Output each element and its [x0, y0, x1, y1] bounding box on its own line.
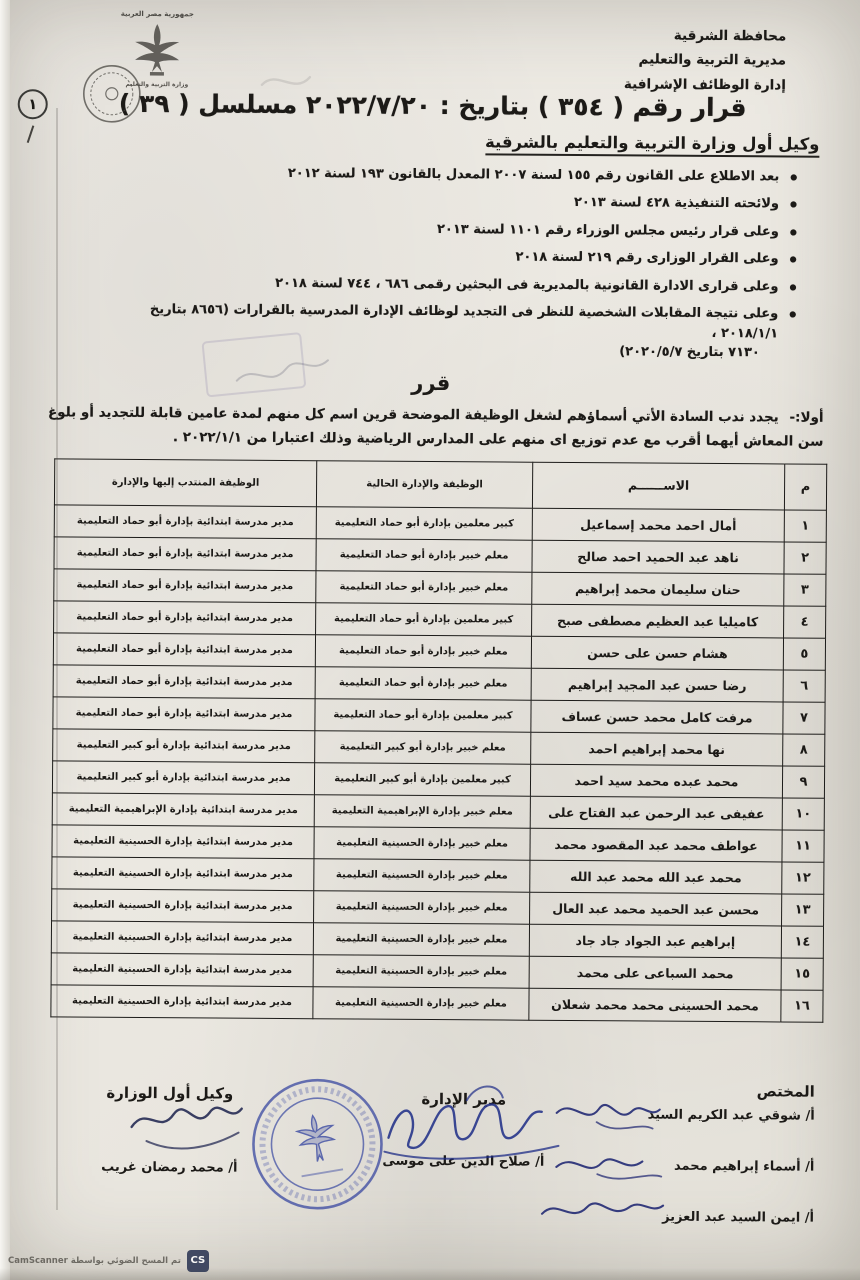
row-target-job: مدير مدرسة ابتدائية بإدارة أبو حماد التعليمية [54, 569, 316, 603]
row-name: ناهد عبد الحميد احمد صالح [532, 540, 784, 574]
row-current-job: معلم خبير بإدارة أبو حماد التعليمية [316, 571, 532, 605]
row-number: ٢ [784, 542, 826, 574]
eagle-pedestal [150, 72, 164, 76]
table-row [53, 665, 825, 702]
row-number: ١٢ [782, 862, 824, 894]
table-row [52, 761, 824, 798]
undersecretary-block [84, 1084, 255, 1176]
paper-crease-line [56, 108, 58, 1210]
row-current-job: معلم خبير بإدارة الحسينية التعليمية [314, 859, 530, 893]
row-target-job: مدير مدرسة ابتدائية بإدارة الحسينية التعليمية [51, 953, 313, 987]
official-stamp-icon [236, 1062, 400, 1226]
director-name: أ/ صلاح الدين على موسى [382, 1153, 545, 1170]
row-current-job: معلم خبير بإدارة أبو حماد التعليمية [316, 539, 532, 573]
table-header-row [54, 459, 826, 510]
ministry-emblem-icon [82, 4, 233, 125]
ministry-seal-icon [84, 66, 140, 122]
decision-heading: قرر [411, 370, 451, 395]
decision-clause [43, 400, 823, 454]
col-header-number: م [784, 464, 826, 510]
row-target-job: مدير مدرسة ابتدائية بإدارة أبو حماد التعليمية [54, 537, 316, 571]
legal-reference-item: ● وعلى قرار رئيس مجلس الوزراء رقم ١١٠١ لسنة ٢٠١٣ [91, 217, 799, 241]
row-current-job: معلم خبير بإدارة الإبراهيمية التعليمية [314, 795, 530, 829]
row-number: ١٣ [782, 894, 824, 926]
row-current-job: معلم خبير بإدارة الحسينية التعليمية [314, 827, 530, 861]
row-current-job: معلم خبير بإدارة أبو حماد التعليمية [315, 635, 531, 669]
letterhead [586, 23, 787, 97]
row-number: ٧ [783, 702, 825, 734]
row-number: ١٦ [781, 990, 823, 1022]
row-target-job: مدير مدرسة ابتدائية بإدارة أبو حماد التعليمية [53, 697, 315, 731]
row-number: ١٤ [781, 926, 823, 958]
row-current-job: معلم خبير بإدارة الحسينية التعليمية [313, 923, 529, 957]
row-target-job: مدير مدرسة ابتدائية بإدارة أبو حماد التعليمية [54, 505, 316, 539]
camscanner-logo-icon: CS [187, 1250, 209, 1272]
table-row [52, 825, 824, 862]
faint-stamp-ghost [201, 332, 306, 397]
row-target-job: مدير مدرسة ابتدائية بإدارة أبو كبير التعليمية [52, 761, 314, 795]
row-current-job: كبير معلمين بإدارة أبو كبير التعليمية [314, 763, 530, 797]
row-current-job: كبير معلمين بإدارة أبو حماد التعليمية [316, 507, 532, 541]
legal-reference-item: ● بعد الاطلاع على القانون رقم ١٥٥ لسنة ٢٠٠٧ المعدل بالقانون ١٩٣ لسنة ٢٠١٢ [91, 162, 799, 186]
row-target-job: مدير مدرسة ابتدائية بإدارة الإبراهيمية التعليمية [52, 793, 314, 827]
specialist-name: أ/ أسماء إبراهيم محمد [673, 1158, 815, 1175]
specialist-block [544, 1081, 815, 1260]
table-row [54, 537, 826, 574]
row-number: ٤ [784, 606, 826, 638]
row-name: محمد السباعى على محمد [529, 956, 781, 990]
row-name: حنان سليمان محمد إبراهيم [532, 572, 784, 606]
row-target-job: مدير مدرسة ابتدائية بإدارة الحسينية التعليمية [51, 985, 313, 1019]
row-current-job: معلم خبير بإدارة الحسينية التعليمية [314, 891, 530, 925]
page-number-badge: ١ [18, 89, 48, 119]
row-number: ٨ [783, 734, 825, 766]
row-current-job: كبير معلمين بإدارة أبو حماد التعليمية [315, 699, 531, 733]
row-number: ٦ [783, 670, 825, 702]
issuing-authority [31, 129, 819, 154]
col-header-target: الوظيفة المنتدب إليها والإدارة [54, 459, 316, 507]
emblem-caption-bottom: وزارة التربية والتعليم [125, 80, 189, 89]
specialist-name: أ/ ايمن السيد عبد العزيز [662, 1209, 815, 1226]
emblem-caption-top: جمهورية مصر العربية [120, 9, 194, 19]
letterhead-directorate: مديرية التربية والتعليم [638, 51, 787, 69]
row-target-job: مدير مدرسة ابتدائية بإدارة الحسينية التعليمية [51, 921, 313, 955]
legal-reference-item: ● وعلى نتيجة المقابلات الشخصية للنظر فى التجديد لوظائف الإدارة المدرسية بالقرارات (٨٦٥٦ بتاريخ ٢٠١٨/١/١ ، ٧١٣٠ بتاريخ ٢٠٢٠/٥/٧) [90, 300, 798, 363]
legal-references-list [90, 162, 799, 363]
row-number: ٣ [784, 574, 826, 606]
issuing-authority-text: وكيل أول وزارة التربية والتعليم بالشرقية [485, 132, 820, 157]
undersecretary-name: أ/ محمد رمضان غريب [101, 1159, 238, 1176]
table-row [51, 921, 823, 958]
row-number: ٩ [782, 766, 824, 798]
row-target-job: مدير مدرسة ابتدائية بإدارة الحسينية التعليمية [52, 857, 314, 891]
legal-reference-item: ● ولائحته التنفيذية ٤٢٨ لسنة ٢٠١٣ [91, 190, 799, 214]
row-current-job: معلم خبير بإدارة الحسينية التعليمية [313, 955, 529, 989]
row-number: ٥ [783, 638, 825, 670]
table-row [54, 505, 826, 542]
table-row [52, 793, 824, 830]
col-header-current: الوظيفة والإدارة الحالية [316, 461, 532, 509]
assignments-table [50, 458, 827, 1022]
row-current-job: معلم خبير بإدارة أبو كبير التعليمية [315, 731, 531, 765]
clause-text: يجدد ندب السادة الأتي أسماؤهم لشغل الوظيفة الموضحة قرين اسم كل منهم لمدة عامين قابلة للتجديد أو بلوغ سن المعاش أيهما أقرب مع عدم توزيع اى منهم على المدارس الرياضية وذلك اعتبارا من ٢٠٢٢/١/١ . [47, 403, 824, 450]
decree-title: قرار رقم ( ٣٥٤ ) بتاريخ : ٢٠٢٢/٧/٢٠ مسلسل ( ٣٩ ) [118, 88, 747, 123]
row-number: ١٠ [782, 798, 824, 830]
legal-reference-item: ● وعلى القرار الوزارى رقم ٢١٩ لسنة ٢٠١٨ [91, 245, 799, 269]
row-name: أمال احمد محمد إسماعيل [532, 508, 784, 542]
table-row [52, 857, 824, 894]
row-number: ١١ [782, 830, 824, 862]
table-row [53, 697, 825, 734]
row-target-job: مدير مدرسة ابتدائية بإدارة أبو حماد التعليمية [53, 633, 315, 667]
row-current-job: معلم خبير بإدارة أبو حماد التعليمية [315, 667, 531, 701]
table-row [53, 633, 825, 670]
row-name: كاميليا عبد العظيم مصطفى صبح [532, 604, 784, 638]
row-number: ١٥ [781, 958, 823, 990]
col-header-name: الاســــــم [532, 462, 784, 510]
undersecretary-label: وكيل أول الوزارة [106, 1083, 234, 1103]
director-label: مدير الإدارة [421, 1089, 507, 1109]
row-target-job: مدير مدرسة ابتدائية بإدارة الحسينية التعليمية [52, 889, 314, 923]
table-row [54, 569, 826, 606]
row-current-job: كبير معلمين بإدارة أبو حماد التعليمية [316, 603, 532, 637]
row-name: محسن عبد الحميد محمد عبد العال [530, 892, 782, 926]
table-row [51, 985, 823, 1022]
eagle-icon [135, 24, 179, 72]
row-name: إبراهيم عبد الجواد جاد جاد [529, 924, 781, 958]
legal-reference-item: ● وعلى قرارى الادارة القانونية بالمديرية فى البحثين رقمى ٦٨٦ ، ٧٤٤ لسنة ٢٠١٨ [90, 272, 798, 296]
scan-edge-left [0, 0, 10, 1280]
table-body [51, 505, 827, 1022]
table-row [52, 889, 824, 926]
row-name: هشام حسن على حسن [531, 636, 783, 670]
row-name: عفيفى عبد الرحمن عبد الفتاح على [530, 796, 782, 830]
table-row [53, 729, 825, 766]
specialist-label: المختص [756, 1082, 815, 1101]
row-name: نها محمد إبراهيم احمد [531, 732, 783, 766]
table-header [54, 459, 826, 510]
letterhead-administration: إدارة الوظائف الإشرافية [623, 75, 786, 94]
camscanner-caption: تم المسح الضوئي بواسطة CamScanner [8, 1256, 181, 1266]
director-block [368, 1090, 559, 1170]
row-number: ١ [784, 510, 826, 542]
row-target-job: مدير مدرسة ابتدائية بإدارة أبو حماد التعليمية [54, 601, 316, 635]
row-name: محمد الحسينى محمد محمد شعلان [529, 988, 781, 1022]
specialist-name: أ/ شوقي عبد الكريم السيد [647, 1107, 815, 1124]
row-name: رضا حسن عبد المجيد إبراهيم [531, 668, 783, 702]
clause-label: أولا:- [789, 409, 824, 426]
row-target-job: مدير مدرسة ابتدائية بإدارة أبو حماد التعليمية [53, 665, 315, 699]
specialist-names [544, 1105, 815, 1229]
stamp-eagle-icon [295, 1113, 338, 1164]
row-target-job: مدير مدرسة ابتدائية بإدارة الحسينية التعليمية [52, 825, 314, 859]
table-row [54, 601, 826, 638]
camscanner-watermark [8, 1250, 209, 1272]
row-current-job: معلم خبير بإدارة الحسينية التعليمية [313, 987, 529, 1021]
table-row [51, 953, 823, 990]
row-name: عواطف محمد عبد المقصود محمد [530, 828, 782, 862]
row-target-job: مدير مدرسة ابتدائية بإدارة أبو كبير التعليمية [53, 729, 315, 763]
letterhead-governorate: محافظة الشرقية [673, 27, 787, 45]
row-name: مرفت كامل محمد حسن عساف [531, 700, 783, 734]
row-name: محمد عبد الله محمد عبد الله [530, 860, 782, 894]
row-name: محمد عبده محمد سيد احمد [530, 764, 782, 798]
